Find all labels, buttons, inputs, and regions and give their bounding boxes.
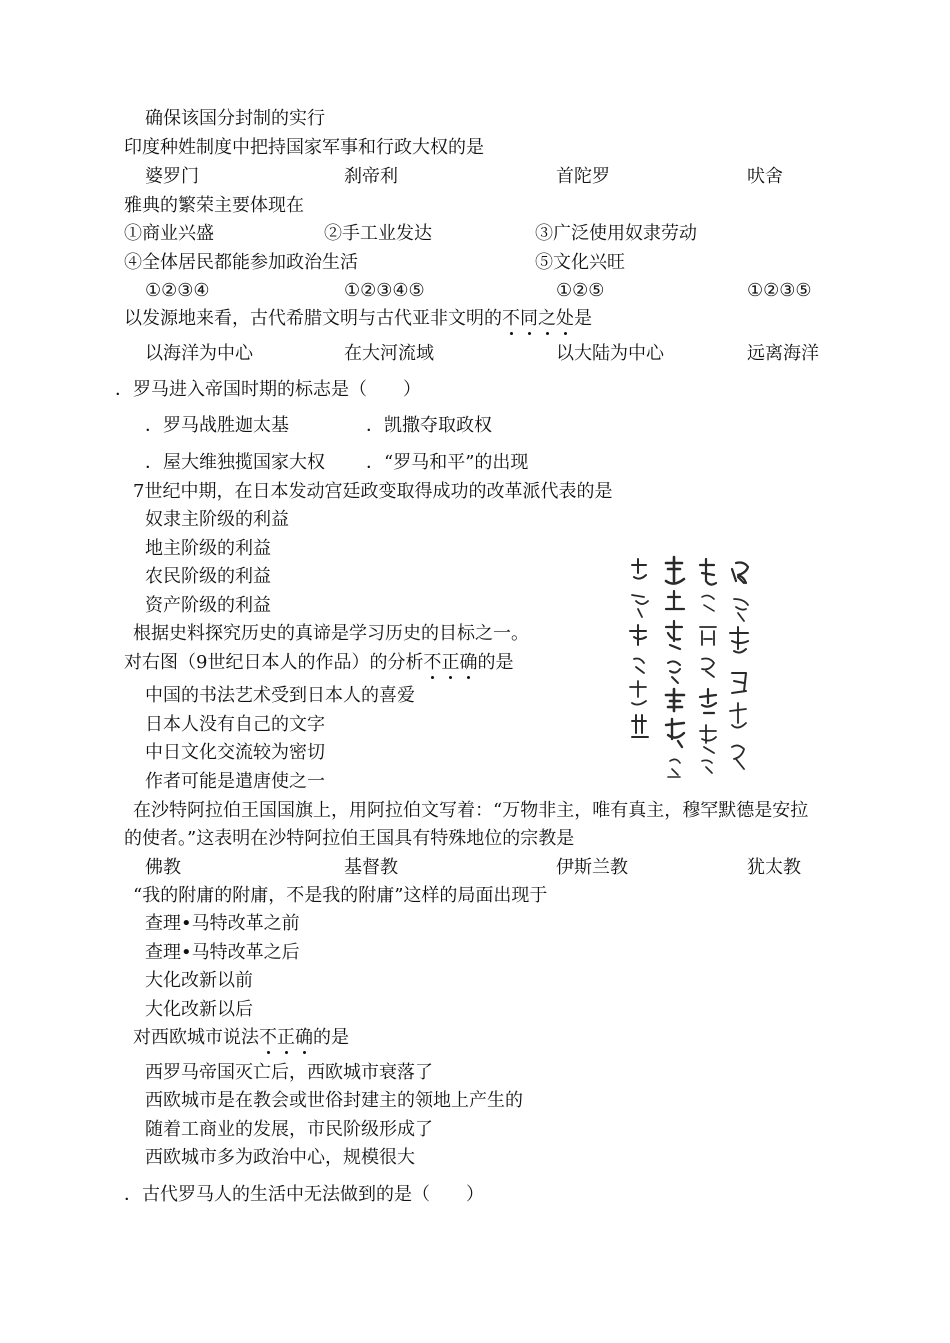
emphasis-char: 正: [441, 652, 460, 673]
option-b: 查理•马特改革之后: [145, 942, 300, 963]
option-a: 查理•马特改革之前: [145, 913, 300, 934]
emphasis-char: 之: [538, 308, 556, 329]
option-b: 刹帝利: [344, 166, 398, 187]
emphasis-char: 确: [459, 652, 478, 673]
question-stem: 雅典的繁荣主要体现在: [124, 195, 304, 216]
option-c: 中日文化交流较为密切: [145, 742, 325, 763]
question-stem: ．古代罗马人的生活中无法做到的是（ ）: [124, 1184, 484, 1205]
option-a: 中国的书法艺术受到日本人的喜爱: [145, 685, 415, 706]
option-c: 首陀罗: [556, 166, 610, 187]
emphasis-char: 同: [520, 308, 538, 329]
option-b: ．凯撒夺取政权: [366, 415, 492, 436]
item: ②手工业发达: [324, 223, 432, 244]
item: ⑤文化兴旺: [535, 252, 625, 273]
option-a: 奴隶主阶级的利益: [145, 509, 289, 530]
option-c: 随着工商业的发展，市民阶级形成了: [145, 1119, 433, 1140]
emphasis-char: 不: [502, 308, 520, 329]
emphasis-char: 处: [556, 308, 574, 329]
emphasis-char: 不: [259, 1027, 277, 1048]
option-c: 农民阶级的利益: [145, 566, 271, 587]
question-stem: 根据史料探究历史的真谛是学习历史的目标之一。: [133, 623, 529, 644]
option-d: 远离海洋: [747, 343, 819, 364]
option-d: 资产阶级的利益: [145, 595, 271, 616]
option-a: ．罗马战胜迦太基: [145, 415, 289, 436]
option-d: 大化改新以后: [145, 999, 253, 1020]
option-b: 西欧城市是在教会或世俗封建主的领地上产生的: [145, 1090, 523, 1111]
item: ④全体居民都能参加政治生活: [124, 252, 358, 273]
question-stem: 7世纪中期，在日本发动宫廷政变取得成功的改革派代表的是: [133, 481, 613, 502]
option-a: ①②③④: [145, 280, 210, 301]
option-d: 吠舍: [747, 166, 783, 187]
option-b: 日本人没有自己的文字: [145, 714, 325, 735]
option-b: 在大河流域: [344, 343, 434, 364]
stem-tail: 是: [574, 308, 592, 329]
option-c: ．屋大维独揽国家大权: [145, 452, 325, 473]
option-b: 基督教: [344, 857, 398, 878]
option-a: 佛教: [145, 857, 181, 878]
option-c: 伊斯兰教: [556, 857, 628, 878]
option-d: 西欧城市多为政治中心，规模很大: [145, 1147, 415, 1168]
question-stem: 印度种姓制度中把持国家军事和行政大权的是: [124, 137, 484, 158]
option-a: 西罗马帝国灭亡后，西欧城市衰落了: [145, 1062, 433, 1083]
question-stem: 的使者。”这表明在沙特阿拉伯王国具有特殊地位的宗教是: [124, 828, 575, 849]
option-d: ①②③⑤: [747, 280, 812, 301]
item: ③广泛使用奴隶劳动: [535, 223, 697, 244]
item: ①商业兴盛: [124, 223, 214, 244]
option-b: 地主阶级的利益: [145, 538, 271, 559]
option-d: ．“罗马和平”的出现: [366, 452, 529, 473]
option-c: 大化改新以前: [145, 970, 253, 991]
emphasis-char: 确: [295, 1027, 313, 1048]
option-b: ①②③④⑤: [344, 280, 425, 301]
emphasis-char: 正: [277, 1027, 295, 1048]
question-stem: 在沙特阿拉伯王国国旗上，用阿拉伯文写着：“万物非主，唯有真主，穆罕默德是安拉: [133, 800, 809, 821]
question-stem: ．罗马进入帝国时期的标志是（ ）: [115, 379, 421, 400]
option-d: 作者可能是遣唐使之一: [145, 771, 325, 792]
question-stem: 对右图（9世纪日本人的作品）的分析不正确的是: [124, 652, 514, 673]
question-stem: 以发源地来看，古代希腊文明与古代亚非文明的不同之处是: [124, 308, 592, 329]
option-c: ①②⑤: [556, 280, 605, 301]
option-c: 以大陆为中心: [556, 343, 664, 364]
calligraphy-drawing: [618, 555, 758, 790]
option-a: 以海洋为中心: [145, 343, 253, 364]
option-a: 婆罗门: [145, 166, 199, 187]
calligraphy-image: [618, 555, 758, 790]
question-stem: 对西欧城市说法不正确的是: [133, 1027, 349, 1048]
option-d: 犹太教: [747, 857, 801, 878]
question-stem: “我的附庸的附庸，不是我的附庸”这样的局面出现于: [133, 885, 548, 906]
text-line: 确保该国分封制的实行: [145, 108, 325, 129]
emphasis-char: 不: [423, 652, 442, 673]
